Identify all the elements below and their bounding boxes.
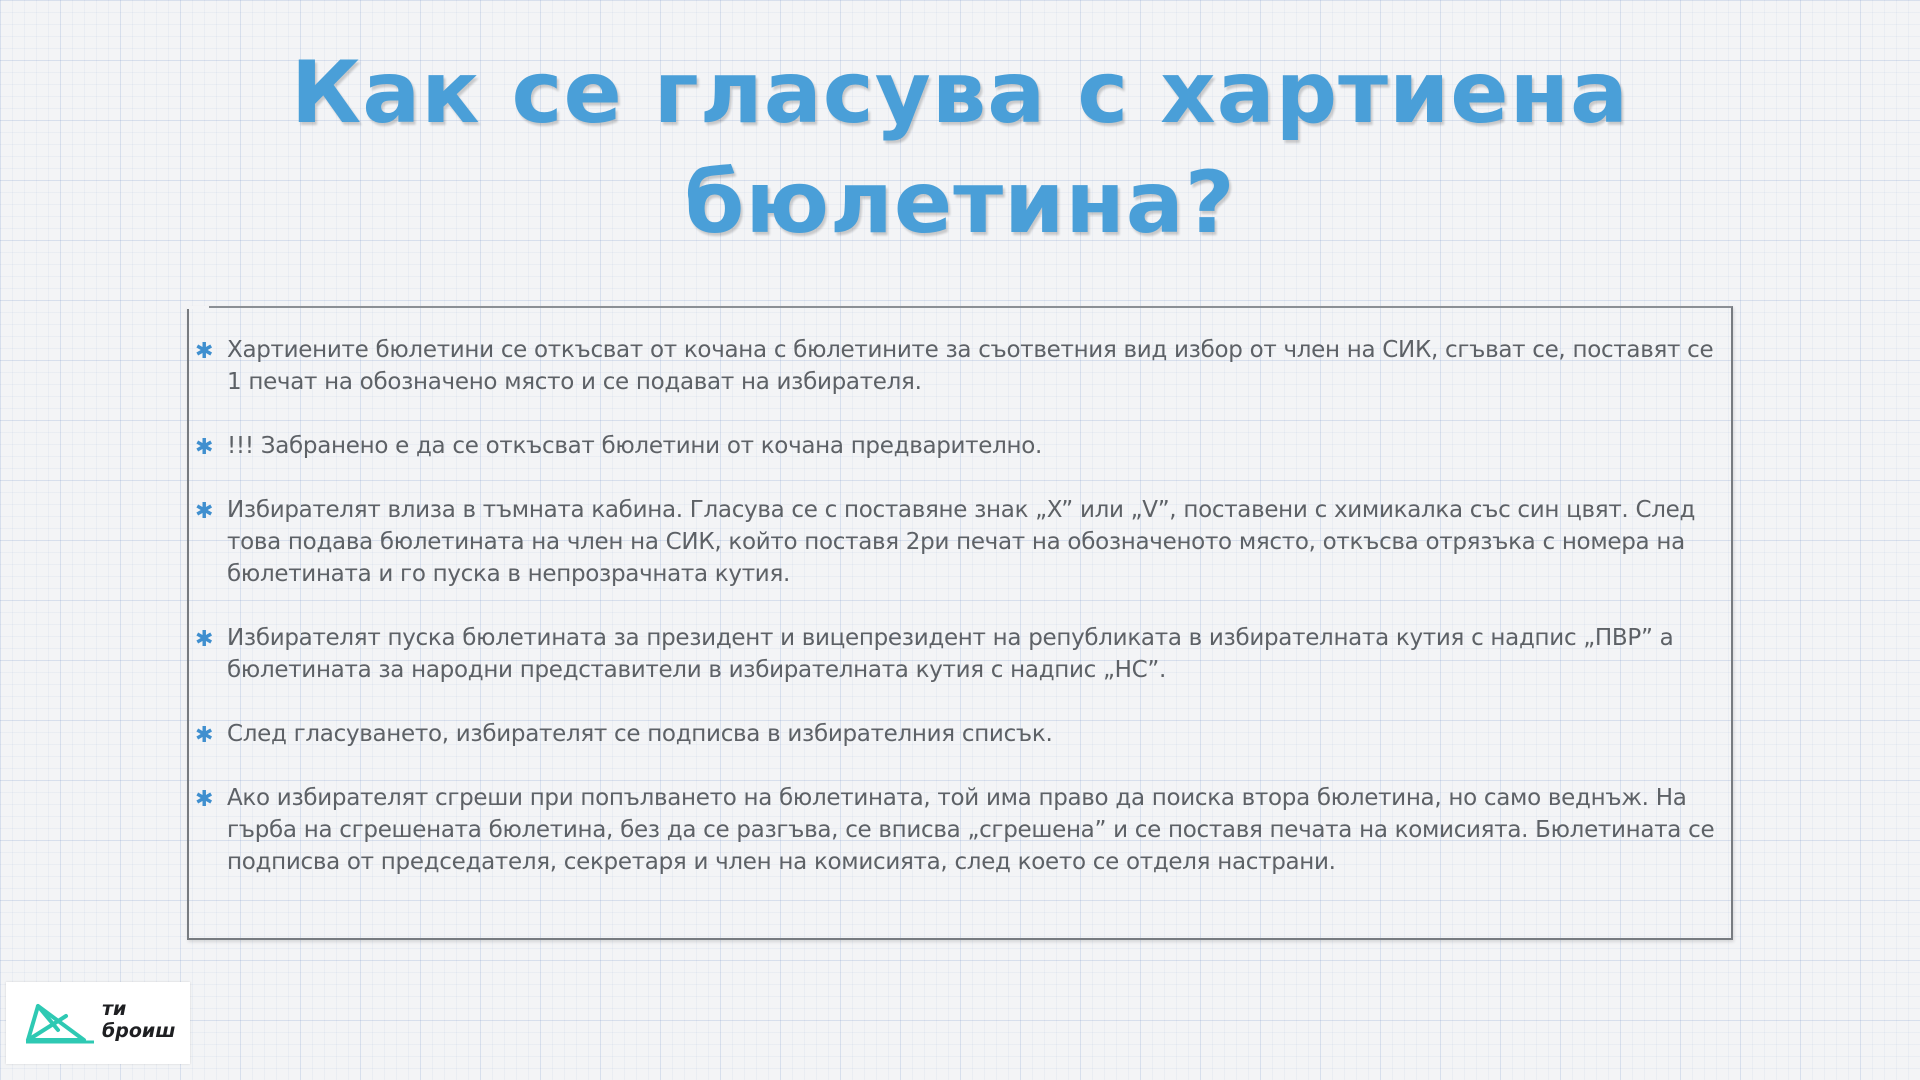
- asterisk-icon: ✱: [195, 723, 214, 748]
- bullet-item: [195, 494, 1715, 590]
- bullet-text: Ако избирателят сгреши при попълването на бюлетината, той има право да поиска втора бюлетина, но само веднъж. На гърба на сгрешената бюлетина, без да се разгъва, се вписва „сгрешена” и се поставя печата на комисията. Бюлетината се подписва от председателя, секретаря и член на комисията, след което се отделя настрани.: [227, 785, 1715, 875]
- slide-title: Как се гласува с хартиена бюлетина?: [290, 43, 1630, 253]
- logo-line-2: броиш: [102, 1020, 176, 1042]
- asterisk-icon: ✱: [195, 339, 214, 364]
- bullet-item: [195, 430, 1715, 462]
- bullet-text: След гласуването, избирателят се подписва в избирателния списък.: [227, 721, 1053, 747]
- bullet-text: Избирателят пуска бюлетината за президент и вицепрезидент на републиката в избирателната кутия с надпис „ПВР” а бюлетината за народни представители в избирателната кутия с надпис „НС”.: [227, 625, 1674, 683]
- ti-broish-logo-icon: [24, 1002, 98, 1044]
- asterisk-icon: ✱: [195, 499, 214, 524]
- bullet-list: [195, 334, 1715, 910]
- asterisk-icon: ✱: [195, 435, 214, 460]
- ti-broish-logo: [6, 982, 190, 1064]
- bullet-text: Хартиените бюлетини се откъсват от кочана с бюлетините за съответния вид избор от член на СИК, сгъват се, поставят се 1 печат на обозначено място и се подават на избирателя.: [227, 337, 1714, 395]
- bullet-item: [195, 782, 1715, 878]
- bullet-item: [195, 718, 1715, 750]
- logo-line-1: ти: [102, 998, 127, 1020]
- asterisk-icon: ✱: [195, 787, 214, 812]
- asterisk-icon: ✱: [195, 627, 214, 652]
- logo-text: [102, 998, 175, 1042]
- bullet-text: !!! Забранено е да се откъсват бюлетини от кочана предварително.: [227, 433, 1043, 459]
- bullet-text: Избирателят влиза в тъмната кабина. Гласува се с поставяне знак „X” или „V”, поставени с химикалка със син цвят. След това подава бюлетината на член на СИК, който поставя 2ри печат на обозначеното място, откъсва отрязъка с номера на бюлетината и го пуска в непрозрачната кутия.: [227, 497, 1696, 587]
- bullet-item: [195, 334, 1715, 398]
- bullet-item: [195, 622, 1715, 686]
